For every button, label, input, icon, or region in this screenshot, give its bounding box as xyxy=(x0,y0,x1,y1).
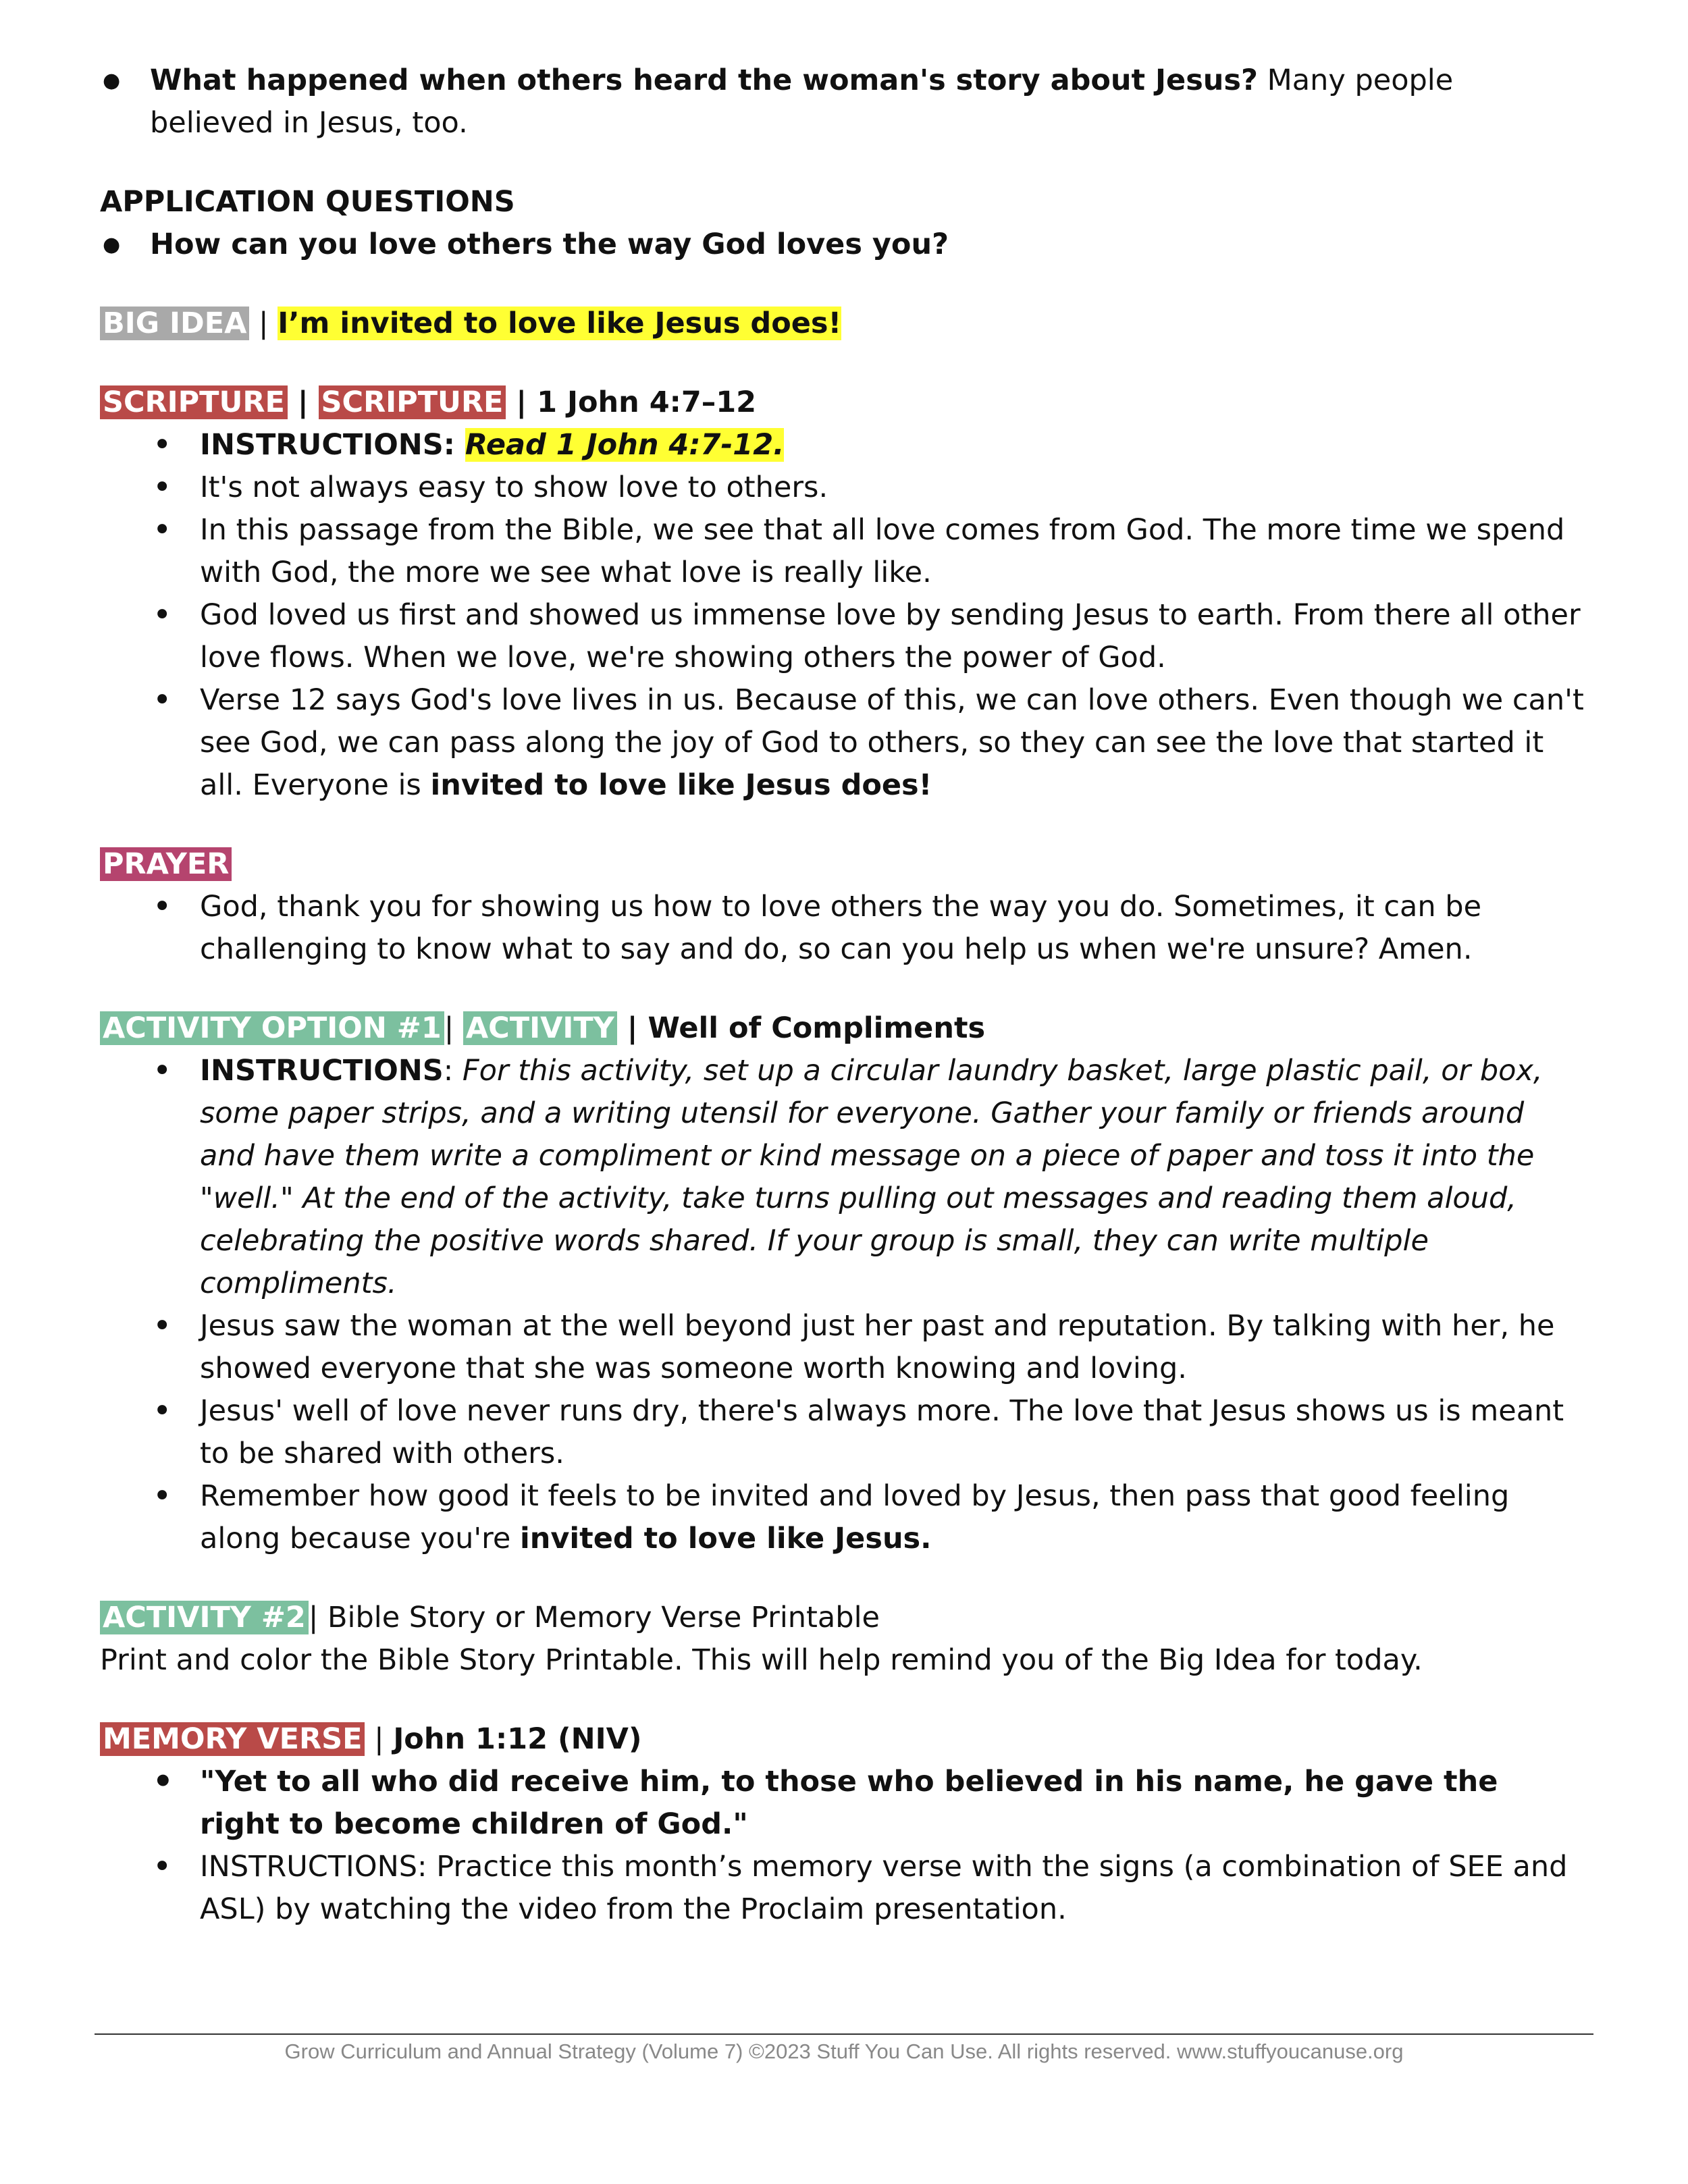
question-text: What happened when others heard the woman's story about Jesus? xyxy=(150,63,1258,97)
separator: | xyxy=(287,385,319,419)
prayer-tag: PRAYER xyxy=(100,847,232,881)
activity-tag: ACTIVITY xyxy=(463,1011,617,1045)
separator: | xyxy=(365,1722,394,1756)
scripture-tag: SCRIPTURE xyxy=(100,385,288,419)
list-item xyxy=(100,1475,1585,1560)
list-item xyxy=(100,424,1585,467)
activity1-heading xyxy=(100,1007,1585,1050)
activity-title: | Well of Compliments xyxy=(616,1011,986,1045)
list-item: • God, thank you for showing us how to love others the way you do. Sometimes, it can be challenging to know what to say and do, so can you help us when we're unsure? Amen. xyxy=(100,886,1585,971)
list-item xyxy=(100,59,1585,144)
bullet-text: Verse 12 says God's love lives in us. Because of this, we can love others. Even though we can't see God, we can pass along the joy of God to others, so they can see the love that started it all. Everyone is xyxy=(200,683,1584,802)
instructions-label: INSTRUCTIONS: xyxy=(200,428,465,462)
big-idea-tag: BIG IDEA xyxy=(100,307,249,340)
activity2-tag: ACTIVITY #2 xyxy=(100,1601,309,1634)
scripture-reference: | 1 John 4:7–12 xyxy=(506,385,757,419)
instructions-text: Read 1 John 4:7-12. xyxy=(465,428,785,462)
prayer-list xyxy=(100,886,1585,971)
answer-text: Many people believed in Jesus, too. xyxy=(150,63,1454,140)
document-body xyxy=(100,59,1585,1931)
list-item: • Jesus' well of love never runs dry, there's always more. The love that Jesus shows us is meant to be shared with others. xyxy=(100,1390,1585,1475)
list-item: • God loved us first and showed us immense love by sending Jesus to earth. From there all other love flows. When we love, we're showing others the power of God. xyxy=(100,594,1585,679)
instructions-text: For this activity, set up a circular laundry basket, large plastic pail, or box, some paper strips, and a writing utensil for everyone. Gather your family or friends around and have them write a compliment or kind message on a piece of paper and toss it into the "well." At the end of the activity, take turns pulling out messages and reading them aloud, celebrating the positive words shared. If your group is small, they can write multiple compliments. xyxy=(200,1054,1543,1300)
instructions-label: INSTRUCTIONS xyxy=(200,1054,444,1088)
list-item xyxy=(100,679,1585,807)
list-item xyxy=(100,1050,1585,1305)
scripture-list xyxy=(100,424,1585,807)
bullet-bold-text: invited to love like Jesus. xyxy=(520,1522,932,1555)
separator: : xyxy=(443,1054,463,1088)
scripture-heading xyxy=(100,381,1585,424)
application-heading: APPLICATION QUESTIONS xyxy=(100,185,515,219)
list-item: • "Yet to all who did receive him, to those who believed in his name, he gave the right to become children of God." xyxy=(100,1761,1585,1846)
big-idea-text: I’m invited to love like Jesus does! xyxy=(278,307,842,340)
bullet-bold-text: invited to love like Jesus does! xyxy=(430,768,932,802)
prayer-heading xyxy=(100,843,1585,886)
scripture-tag-2: SCRIPTURE xyxy=(319,385,506,419)
activity2-title: | Bible Story or Memory Verse Printable xyxy=(308,1601,880,1634)
separator: | xyxy=(249,307,278,340)
application-list xyxy=(100,223,1585,266)
list-item: • In this passage from the Bible, we see that all love comes from God. The more time we spend with God, the more we see what love is really like. xyxy=(100,509,1585,594)
memory-verse-tag: MEMORY VERSE xyxy=(100,1722,365,1756)
big-idea-line xyxy=(100,302,1585,345)
activity1-list xyxy=(100,1050,1585,1560)
list-item: ● How can you love others the way God loves you? xyxy=(100,223,1585,266)
list-item: • It's not always easy to show love to others. xyxy=(100,467,1585,509)
intro-list xyxy=(100,59,1585,144)
activity2-heading xyxy=(100,1597,1585,1639)
memory-verse-list xyxy=(100,1761,1585,1931)
footer-divider xyxy=(95,2033,1593,2035)
memory-verse-reference: John 1:12 (NIV) xyxy=(393,1722,642,1756)
list-item: • INSTRUCTIONS: Practice this month’s memory verse with the signs (a combination of SEE and ASL) by watching the video from the Proclaim presentation. xyxy=(100,1846,1585,1931)
bullet-text: Remember how good it feels to be invited and loved by Jesus, then pass that good feeling along because you're xyxy=(200,1479,1510,1555)
activity2-text: Print and color the Bible Story Printable. This will help remind you of the Big Idea for today. xyxy=(100,1643,1423,1677)
footer-text: Grow Curriculum and Annual Strategy (Volume 7) ©2023 Stuff You Can Use. All rights reserved. www.stuffyoucanuse.org xyxy=(284,2040,1404,2063)
list-item: • Jesus saw the woman at the well beyond just her past and reputation. By talking with her, he showed everyone that she was someone worth knowing and loving. xyxy=(100,1305,1585,1390)
memory-verse-heading xyxy=(100,1718,1585,1761)
activity-option-tag: ACTIVITY OPTION #1 xyxy=(100,1011,444,1045)
separator: | xyxy=(444,1011,463,1045)
